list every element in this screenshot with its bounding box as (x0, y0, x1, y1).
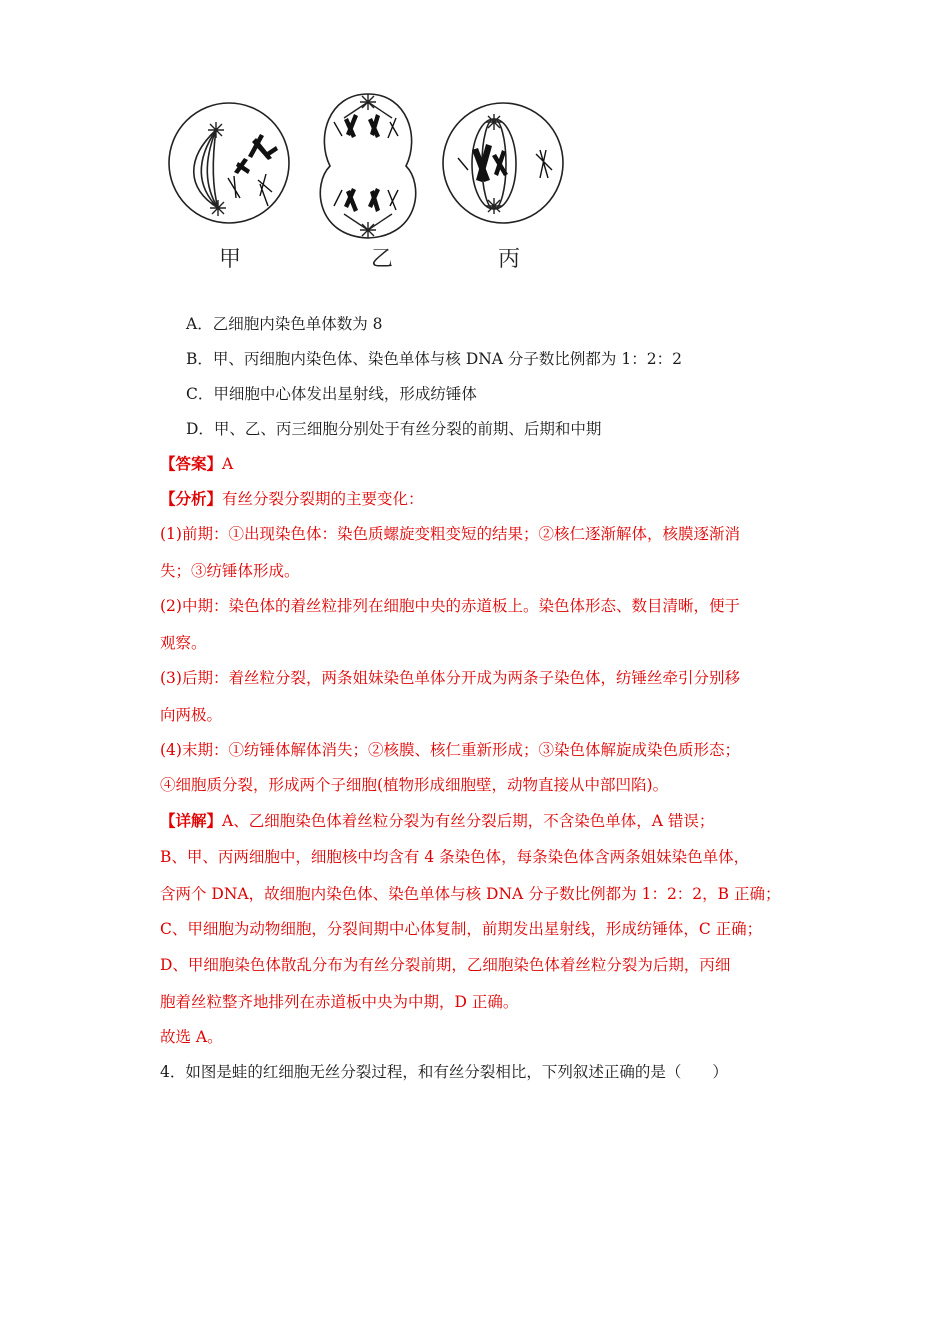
option-c: C．甲细胞中心体发出星射线，形成纺锤体 (186, 385, 477, 403)
analysis-line: 观察。 (160, 634, 207, 652)
figure-label-bing: 丙 (498, 247, 521, 272)
analysis-tag: 【分析】 (160, 489, 223, 508)
answer-value: A (222, 455, 234, 473)
analysis-line: (2)中期：染色体的着丝粒排列在细胞中央的赤道板上。染色体形态、数目清晰，便于 (160, 597, 740, 615)
cell-jia-outline (169, 103, 289, 223)
next-question: 4．如图是蛙的红细胞无丝分裂过程，和有丝分裂相比，下列叙述正确的是（ ） (160, 1063, 728, 1081)
analysis-intro: 有丝分裂分裂期的主要变化： (222, 490, 424, 508)
answer-line (160, 454, 233, 474)
option-a: A．乙细胞内染色单体数为 8 (186, 315, 383, 333)
detail-line: 胞着丝粒整齐地排列在赤道板中央为中期，D 正确。 (160, 993, 519, 1011)
analysis-heading (160, 489, 424, 509)
detail-line: 故选 A。 (160, 1028, 223, 1046)
detail-line: D、甲细胞染色体散乱分布为有丝分裂前期，乙细胞染色体着丝粒分裂为后期，丙细 (160, 956, 731, 974)
answer-tag: 【答案】 (160, 454, 223, 473)
figure-label-yi: 乙 (371, 247, 394, 272)
detail-line: C、甲细胞为动物细胞，分裂间期中心体复制，前期发出星射线，形成纺锤体，C 正确； (160, 920, 763, 938)
analysis-line: (4)末期：①纺锤体解体消失；②核膜、核仁重新形成；③染色体解旋成染色质形态； (160, 741, 740, 759)
detail-heading (160, 811, 714, 831)
analysis-line: 向两极。 (160, 706, 223, 724)
analysis-line: ④细胞质分裂，形成两个子细胞(植物形成细胞壁，动物直接从中部凹陷)。 (160, 776, 669, 794)
detail-line: B、甲、丙两细胞中，细胞核中均含有 4 条染色体，每条染色体含两条姐妹染色单体， (160, 848, 750, 866)
analysis-line: (3)后期：着丝粒分裂，两条姐妹染色单体分开成为两条子染色体，纺锤丝牵引分别移 (160, 669, 740, 687)
detail-line: 含两个 DNA，故细胞内染色体、染色单体与核 DNA 分子数比例都为 1：2：2，B 正确； (160, 885, 781, 903)
cell-yi-outline (320, 94, 415, 238)
detail-first: A、乙细胞染色体着丝粒分裂为有丝分裂后期，不含染色单体，A 错误； (222, 812, 715, 830)
analysis-line: (1)前期：①出现染色体：染色质螺旋变粗变短的结果；②核仁逐渐解体，核膜逐渐消 (160, 525, 740, 543)
cell-division-figure (168, 88, 568, 278)
option-d: D．甲、乙、丙三细胞分别处于有丝分裂的前期、后期和中期 (186, 420, 602, 438)
figure-label-jia: 甲 (219, 247, 242, 272)
detail-tag: 【详解】 (160, 811, 223, 830)
analysis-line: 失；③纺锤体形成。 (160, 562, 300, 580)
option-b: B．甲、丙细胞内染色体、染色单体与核 DNA 分子数比例都为 1：2：2 (186, 350, 682, 368)
